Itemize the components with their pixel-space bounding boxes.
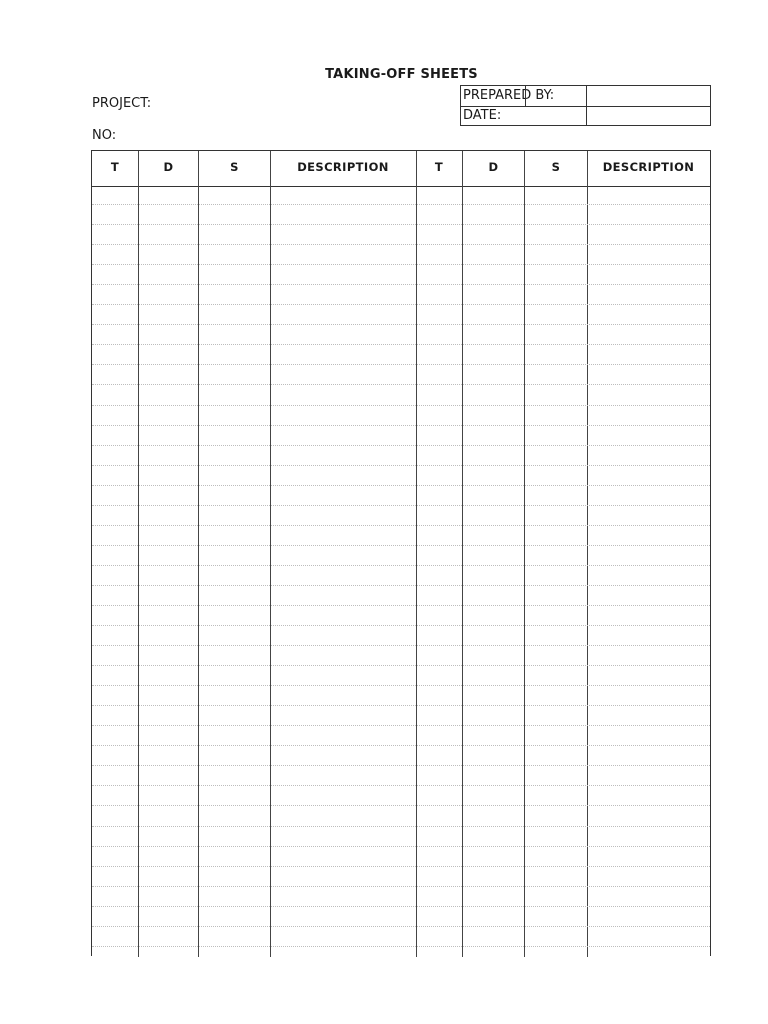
date-label: DATE: — [463, 108, 502, 123]
column-header-d: D — [163, 160, 174, 174]
date-field[interactable] — [586, 106, 711, 126]
column-divider — [416, 151, 417, 957]
ruled-line — [92, 344, 710, 345]
column-header-t: T — [434, 160, 444, 174]
ruled-line — [92, 445, 710, 446]
ruled-line — [92, 364, 710, 365]
ruled-line — [92, 505, 710, 506]
ruled-line — [92, 224, 710, 225]
column-divider — [587, 151, 588, 957]
no-label: NO: — [92, 128, 117, 143]
ruled-line — [92, 565, 710, 566]
project-label: PROJECT: — [92, 96, 152, 111]
ruled-line — [92, 745, 710, 746]
ruled-line — [92, 425, 710, 426]
ruled-line — [92, 525, 710, 526]
ruled-line — [92, 866, 710, 867]
ruled-line — [92, 906, 710, 907]
ruled-line — [92, 645, 710, 646]
ruled-line — [92, 705, 710, 706]
column-divider — [138, 151, 139, 957]
column-header-t: T — [110, 160, 120, 174]
ruled-line — [92, 765, 710, 766]
ruled-line — [92, 304, 710, 305]
column-header-s: S — [230, 160, 239, 174]
ruled-line — [92, 625, 710, 626]
column-header-s: S — [551, 160, 561, 174]
ruled-line — [92, 685, 710, 686]
column-divider — [198, 151, 199, 957]
date-row — [461, 106, 710, 126]
ruled-line — [92, 585, 710, 586]
ruled-line — [92, 384, 710, 385]
ruled-line — [92, 725, 710, 726]
ruled-line — [92, 605, 710, 606]
column-header-description: DESCRIPTION — [297, 160, 389, 174]
ruled-line — [92, 465, 710, 466]
ruled-line — [92, 324, 710, 325]
ruled-line — [92, 665, 710, 666]
ruled-line — [92, 405, 710, 406]
ruled-line — [92, 826, 710, 827]
info-divider — [525, 86, 526, 106]
column-divider — [270, 151, 271, 957]
column-header-description: DESCRIPTION — [602, 160, 695, 174]
ruled-line — [92, 886, 710, 887]
ruled-line — [92, 805, 710, 806]
prepared-by-row — [461, 86, 710, 107]
table-header-row — [92, 151, 710, 187]
prepared-by-label: PREPARED BY: — [463, 88, 555, 103]
ruled-line — [92, 244, 710, 245]
ruled-line — [92, 485, 710, 486]
column-divider — [524, 151, 525, 957]
taking-off-table — [91, 150, 711, 956]
ruled-line — [92, 264, 710, 265]
column-header-d: D — [488, 160, 499, 174]
ruled-line — [92, 785, 710, 786]
ruled-line — [92, 284, 710, 285]
ruled-line — [92, 846, 710, 847]
page-title: TAKING-OFF SHEETS — [325, 67, 478, 82]
ruled-line — [92, 946, 710, 947]
ruled-line — [92, 926, 710, 927]
ruled-line — [92, 545, 710, 546]
info-box — [460, 85, 711, 126]
column-divider — [462, 151, 463, 957]
ruled-line — [92, 204, 710, 205]
prepared-by-field[interactable] — [586, 86, 711, 106]
